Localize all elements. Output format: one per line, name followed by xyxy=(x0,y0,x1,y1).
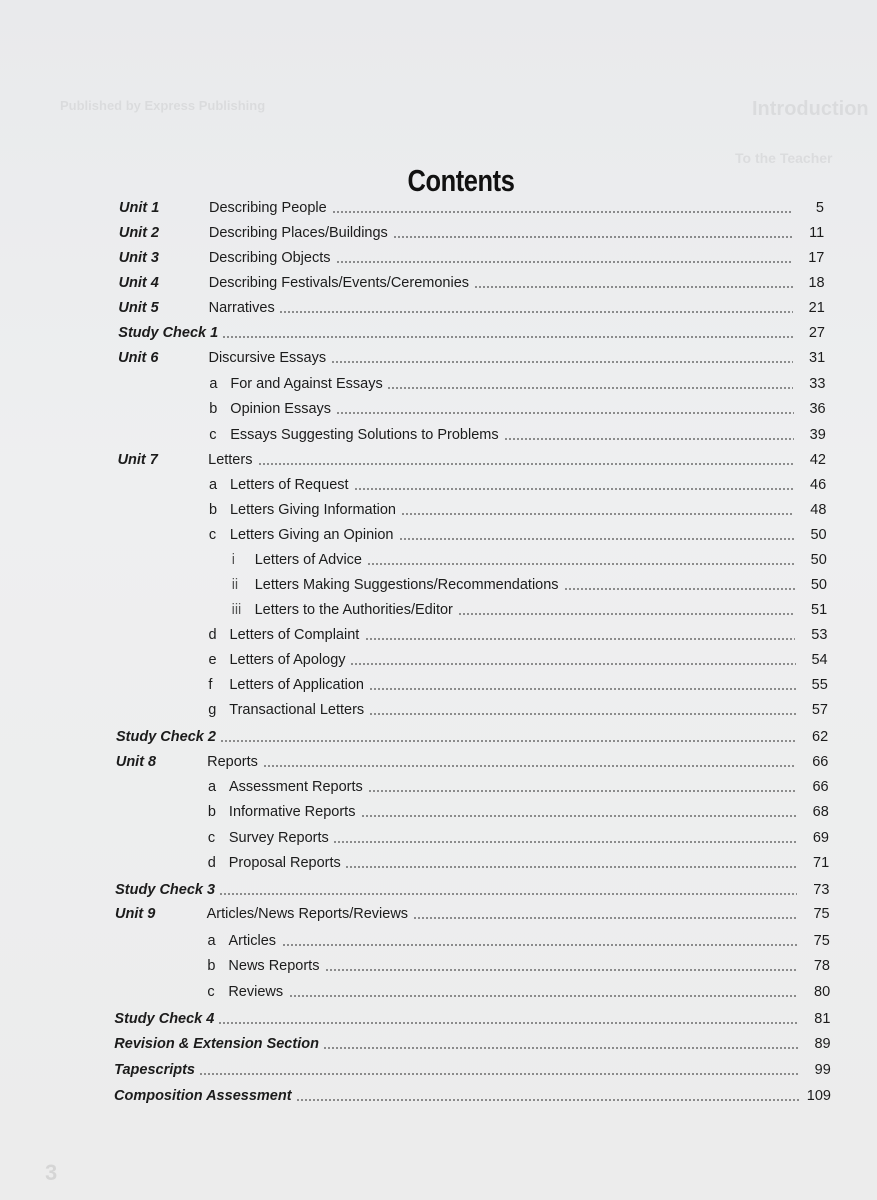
dot-leader xyxy=(336,412,794,414)
toc-entry-title: Describing Places/Buildings xyxy=(208,225,388,241)
toc-item-letter: i xyxy=(231,552,236,568)
toc-entry xyxy=(117,600,828,620)
toc-page-number: 17 xyxy=(808,250,825,266)
toc-page-number: 81 xyxy=(814,1011,831,1027)
toc-item-letter: g xyxy=(208,702,217,718)
toc-entry xyxy=(118,323,825,343)
toc-entry xyxy=(115,956,830,976)
toc-page-number: 66 xyxy=(812,779,829,795)
toc-entry-title: News Reports xyxy=(228,958,320,974)
toc-entry-title: Informative Reports xyxy=(228,804,356,820)
toc-entry-title: Essays Suggesting Solutions to Problems xyxy=(230,427,499,443)
dot-leader xyxy=(199,1073,799,1075)
toc-entry-title: Letters Giving an Opinion xyxy=(229,527,394,543)
toc-unit-label: Unit 1 xyxy=(119,200,160,216)
toc-entry-title: Describing People xyxy=(209,200,327,216)
toc-entry xyxy=(118,348,826,368)
toc-entry-title: Narratives xyxy=(208,300,275,316)
toc-entry-title: Letters Giving Information xyxy=(229,502,396,518)
toc-page-number: 48 xyxy=(810,502,827,518)
toc-page-number: 5 xyxy=(815,200,824,216)
toc-entry xyxy=(118,425,826,445)
toc-unit-label: Study Check 1 xyxy=(118,325,219,341)
dot-leader xyxy=(263,765,797,767)
toc-entry xyxy=(116,802,829,822)
dot-leader xyxy=(367,563,795,565)
toc-page-number: 27 xyxy=(808,325,825,341)
toc-entry-title: Survey Reports xyxy=(228,830,329,846)
toc-item-letter: b xyxy=(209,401,218,417)
dot-leader xyxy=(401,513,794,515)
dot-leader xyxy=(296,1099,799,1101)
toc-entry-title: Assessment Reports xyxy=(229,779,363,795)
toc-item-letter: f xyxy=(208,677,213,693)
toc-page-number: 11 xyxy=(809,225,825,241)
dot-leader xyxy=(564,588,795,590)
toc-entry xyxy=(116,700,828,720)
toc-entry-title: Discursive Essays xyxy=(208,350,327,366)
dot-leader xyxy=(458,613,795,615)
toc-entry-title: Letters of Complaint xyxy=(229,627,360,643)
dot-leader xyxy=(368,790,797,792)
toc-entry-title: Letters Making Suggestions/Recommendations xyxy=(254,577,559,593)
toc-item-letter: e xyxy=(208,652,217,668)
toc-unit-label: Composition Assessment xyxy=(114,1088,292,1104)
toc-entry xyxy=(116,650,828,670)
toc-page-number: 50 xyxy=(810,552,827,568)
toc-entry xyxy=(114,1086,831,1106)
page-title: Contents xyxy=(407,162,515,198)
toc-unit-label: Unit 4 xyxy=(118,275,159,291)
dot-leader xyxy=(332,211,792,213)
dot-leader xyxy=(350,663,795,665)
toc-entry xyxy=(117,550,827,570)
dot-leader xyxy=(282,944,798,946)
toc-entry-title: Letters of Advice xyxy=(254,552,362,568)
dot-leader xyxy=(258,463,794,465)
toc-page-number: 68 xyxy=(812,804,829,820)
toc-item-letter: d xyxy=(207,855,216,871)
toc-entry-title: Articles xyxy=(228,933,277,949)
toc-entry-title: Letters of Apology xyxy=(229,652,346,668)
toc-entry xyxy=(117,525,827,545)
dot-leader xyxy=(333,841,797,843)
toc-entry-title: Articles/News Reports/Reviews xyxy=(206,906,409,922)
dot-leader xyxy=(369,688,796,690)
toc-entry xyxy=(117,500,827,520)
toc-entry xyxy=(115,982,831,1002)
toc-unit-label: Study Check 4 xyxy=(114,1011,215,1027)
toc-item-letter: c xyxy=(207,984,215,1000)
toc-entry xyxy=(114,1009,831,1029)
toc-item-letter: a xyxy=(208,779,217,795)
toc-page-number: 75 xyxy=(813,906,830,922)
toc-entry xyxy=(118,273,825,293)
toc-unit-label: Unit 8 xyxy=(115,754,157,770)
toc-page-number: 50 xyxy=(810,527,827,543)
dot-leader xyxy=(369,713,796,715)
toc-page-number: 69 xyxy=(812,830,829,846)
dot-leader xyxy=(331,361,793,363)
toc-page-number: 109 xyxy=(806,1088,831,1104)
toc-unit-label: Unit 7 xyxy=(117,452,158,468)
dot-leader xyxy=(474,286,793,288)
dot-leader xyxy=(345,866,797,868)
toc-page-number: 89 xyxy=(814,1036,831,1052)
dot-leader xyxy=(220,740,796,742)
toc-entry-title: Letters xyxy=(208,452,253,468)
toc-item-letter: d xyxy=(208,627,217,643)
toc-entry xyxy=(114,1060,831,1080)
dot-leader xyxy=(222,336,793,338)
toc-item-letter: b xyxy=(207,804,216,820)
toc-entry xyxy=(116,727,829,747)
toc-entry xyxy=(117,475,827,495)
toc-entry xyxy=(115,931,830,951)
dot-leader xyxy=(323,1047,798,1049)
toc-unit-label: Study Check 3 xyxy=(115,882,216,898)
toc-unit-label: Unit 2 xyxy=(118,225,160,241)
toc-entry xyxy=(119,198,824,218)
toc-entry-title: Letters to the Authorities/Editor xyxy=(254,602,453,618)
dot-leader xyxy=(289,995,799,997)
bleed-through-heading: Introduction xyxy=(752,98,869,120)
toc-page-number: 75 xyxy=(813,933,830,949)
dot-leader xyxy=(218,1022,798,1024)
toc-entry xyxy=(117,450,826,470)
toc-page-number: 46 xyxy=(810,477,827,493)
toc-entry-title: Proposal Reports xyxy=(228,855,341,871)
toc-item-letter: a xyxy=(209,376,218,392)
toc-page-number: 33 xyxy=(809,376,826,392)
toc-page-number: 62 xyxy=(812,729,829,745)
dot-leader xyxy=(336,261,793,263)
toc-unit-label: Tapescripts xyxy=(114,1062,195,1078)
toc-unit-label: Unit 9 xyxy=(115,906,156,922)
toc-page-number: 18 xyxy=(808,275,825,291)
toc-entry xyxy=(118,374,826,394)
toc-page-number: 31 xyxy=(809,350,826,366)
toc-entry-title: Describing Festivals/Events/Ceremonies xyxy=(208,275,470,291)
toc-item-letter: iii xyxy=(231,602,242,618)
toc-entry-title: Reports xyxy=(207,754,258,770)
toc-item-letter: c xyxy=(208,527,217,543)
toc-entry xyxy=(115,904,830,924)
toc-item-letter: a xyxy=(207,933,216,949)
toc-entry-title: Letters of Application xyxy=(229,677,364,693)
dot-leader xyxy=(413,917,798,919)
toc-entry-title: Describing Objects xyxy=(208,250,331,266)
dot-leader xyxy=(354,488,794,490)
bleed-through-page-number: 3 xyxy=(45,1160,58,1185)
toc-item-letter: c xyxy=(207,830,216,846)
toc-page-number: 55 xyxy=(811,677,828,693)
toc-entry-title: Transactional Letters xyxy=(229,702,365,718)
toc-item-letter: a xyxy=(209,477,218,493)
toc-item-letter: ii xyxy=(231,577,239,593)
toc-unit-label: Unit 5 xyxy=(118,300,159,316)
toc-entry xyxy=(118,298,825,318)
toc-entry xyxy=(118,399,826,419)
toc-page-number: 42 xyxy=(809,452,826,468)
toc-unit-label: Unit 6 xyxy=(118,350,159,366)
toc-page-number: 36 xyxy=(809,401,826,417)
dot-leader xyxy=(387,387,793,389)
toc-page-number: 73 xyxy=(813,882,830,898)
toc-page-number: 66 xyxy=(812,754,829,770)
toc-page-number: 53 xyxy=(811,627,828,643)
toc-entry-title: Reviews xyxy=(228,984,284,1000)
toc-unit-label: Study Check 2 xyxy=(116,729,216,745)
bleed-through-publisher: Published by Express Publishing xyxy=(60,98,266,113)
toc-page-number: 78 xyxy=(813,958,830,974)
toc-entry xyxy=(117,575,827,595)
toc-page-number: 39 xyxy=(809,427,826,443)
toc-entry xyxy=(117,625,828,645)
dot-leader xyxy=(504,438,794,440)
toc-page-number: 21 xyxy=(808,300,825,316)
toc-item-letter: b xyxy=(208,502,218,518)
toc-page-number: 54 xyxy=(811,652,828,668)
dot-leader xyxy=(365,638,796,640)
toc-item-letter: b xyxy=(207,958,216,974)
toc-entry xyxy=(116,675,828,695)
toc-page-number: 80 xyxy=(814,984,831,1000)
bleed-through-subheading: To the Teacher xyxy=(735,150,833,166)
toc-entry xyxy=(118,248,825,268)
toc-page-number: 51 xyxy=(811,602,828,618)
toc-unit-label: Unit 3 xyxy=(118,250,159,266)
toc-entry xyxy=(118,223,825,243)
toc-page-number: 71 xyxy=(813,855,830,871)
dot-leader xyxy=(325,969,798,971)
toc-entry xyxy=(115,828,829,848)
toc-unit-label: Revision & Extension Section xyxy=(114,1036,319,1052)
toc-entry-title: Letters of Request xyxy=(230,477,349,493)
toc-entry xyxy=(115,752,829,772)
toc-entry xyxy=(116,777,829,797)
toc-page-number: 57 xyxy=(811,702,828,718)
dot-leader xyxy=(279,311,792,313)
dot-leader xyxy=(393,236,792,238)
dot-leader xyxy=(361,815,797,817)
toc-entry xyxy=(115,880,830,900)
toc-page-number: 50 xyxy=(810,577,827,593)
toc-entry-title: For and Against Essays xyxy=(230,376,383,392)
toc-entry xyxy=(115,853,830,873)
dot-leader xyxy=(399,538,794,540)
toc-page-number: 99 xyxy=(814,1062,831,1078)
toc-entry xyxy=(114,1034,831,1054)
dot-leader xyxy=(219,893,797,895)
toc-item-letter: c xyxy=(209,427,217,443)
toc-entry-title: Opinion Essays xyxy=(230,401,332,417)
